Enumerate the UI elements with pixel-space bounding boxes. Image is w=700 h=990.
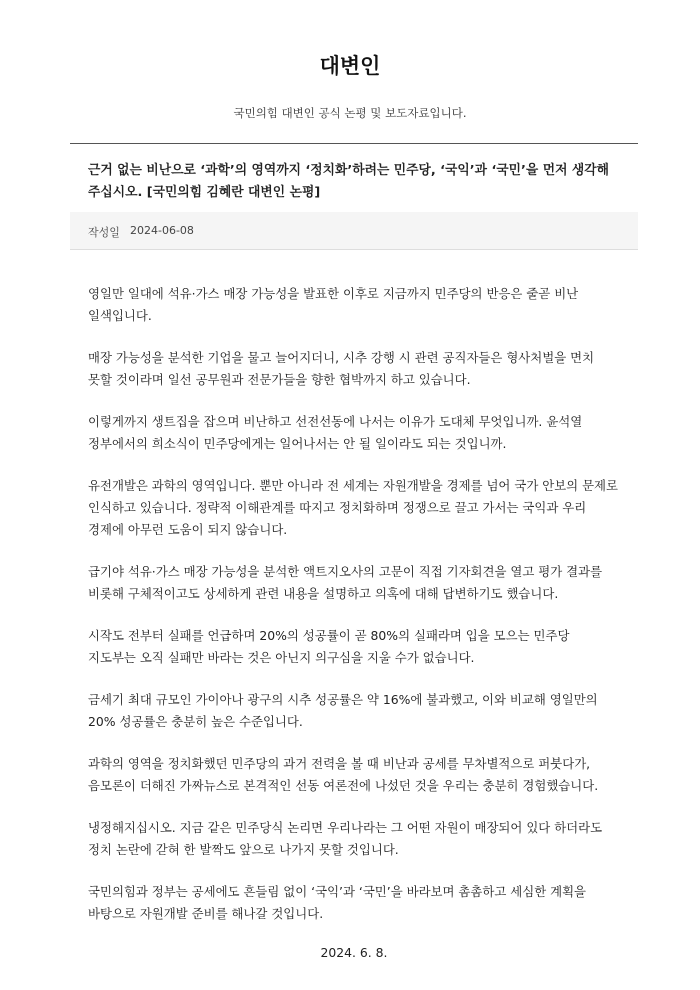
content-paragraph: 금세기 최대 규모인 가이아나 광구의 시추 성공률은 약 16%에 불과했고, 이와 비교해 영일만의 20% 성공률은 충분히 높은 수준입니다. — [88, 692, 598, 729]
site-subtitle: 국민의힘 대변인 공식 논평 및 보도자료입니다. — [233, 106, 467, 120]
post-title: 근거 없는 비난으로 ‘과학’의 영역까지 ‘정치화’하려는 민주당, ‘국익’과 ‘국민’을 먼저 생각해 주십시오. [국민의힘 김혜란 대변인 논평] — [88, 163, 609, 200]
content-paragraph: 국민의힘과 정부는 공세에도 흔들림 없이 ‘국익’과 ‘국민’을 바라보며 촘촘하고 세심한 계획을 바탕으로 자원개발 준비를 해나갈 것입니다. — [88, 884, 587, 921]
content-paragraph: 시작도 전부터 실패를 언급하며 20%의 성공률이 곧 80%의 실패라며 입을 모으는 민주당 지도부는 오직 실패만 바라는 것은 아닌지 의구심을 지울 수가 없습니다. — [88, 628, 570, 665]
content-paragraph: 과학의 영역을 정치화했던 민주당의 과거 전력을 볼 때 비난과 공세를 무차별적으로 퍼붓다가, 음모론이 더해진 가짜뉴스로 본격적인 선동 여론전에 나섰던 것을 우리는 충분히 경험했습니다. — [88, 756, 599, 793]
site-title: 대변인 — [319, 54, 381, 78]
content-paragraph: 매장 가능성을 분석한 기업을 물고 늘어지더니, 시추 강행 시 관련 공직자들은 형사처벌을 면치 못할 것이라며 일선 공무원과 전문가들을 향한 협박까지 하고 있습니다. — [88, 350, 595, 387]
content-paragraph: 이렇게까지 생트집을 잡으며 비난하고 선전선동에 나서는 이유가 도대체 무엇입니까. 윤석열 정부에서의 희소식이 민주당에게는 일어나서는 안 될 일이라도 되는 것입니까. — [88, 414, 583, 451]
content-paragraph: 급기야 석유·가스 매장 가능성을 분석한 액트지오사의 고문이 직접 기자회견을 열고 평가 결과를 비롯해 구체적이고도 상세하게 관련 내용을 설명하고 의혹에 대해 답변하기도 했습니다. — [88, 564, 603, 601]
post-date: 2024-06-08 — [130, 224, 194, 237]
post-content — [88, 283, 620, 960]
post-meta-bar — [70, 212, 638, 250]
content-paragraph: 유전개발은 과학의 영역입니다. 뿐만 아니라 전 세계는 자원개발을 경제를 넘어 국가 안보의 문제로 인식하고 있습니다. 정략적 이해관계를 따지고 정치화하며 정쟁으로 끌고 가서는 국익과 우리 경제에 아무런 도움이 되지 않습니다. — [88, 478, 618, 537]
content-paragraph: 냉정해지십시오. 지금 같은 민주당식 논리면 우리나라는 그 어떤 자원이 매장되어 있다 하더라도 정치 논란에 갇혀 한 발짝도 앞으로 나가지 못할 것입니다. — [88, 820, 603, 857]
page-header — [0, 0, 700, 122]
signature-date: 2024. 6. 8. — [320, 945, 388, 960]
header-divider — [70, 143, 638, 144]
content-paragraph: 영일만 일대에 석유·가스 매장 가능성을 발표한 이후로 지금까지 민주당의 반응은 줄곧 비난 일색입니다. — [88, 286, 579, 323]
post-date-label: 작성일 — [88, 226, 120, 239]
